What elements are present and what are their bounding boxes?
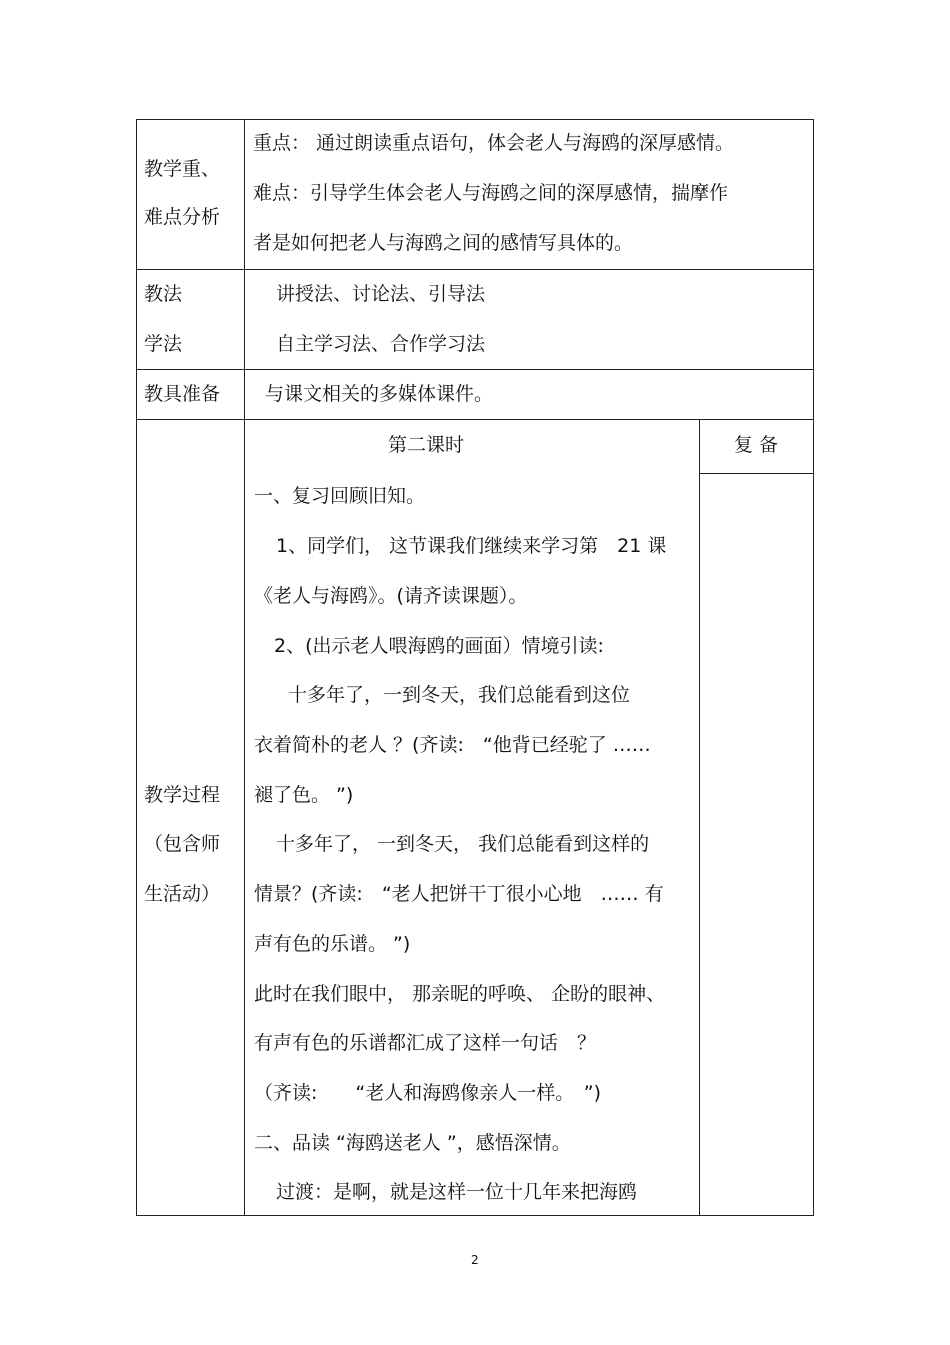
process-line: 2、(出示老人喂海鸥的画面）情境引读: [274, 635, 604, 657]
tools-value: 与课文相关的多媒体课件。 [265, 383, 494, 405]
process-line: 十多年了，一到冬天，我们总能看到这位 [288, 684, 631, 706]
tools-label: 教具准备 [144, 383, 221, 405]
notes-header: 复 备 [734, 434, 779, 456]
page-number: 2 [471, 1253, 479, 1267]
process-line: 此时在我们眼中， 那亲昵的呼唤、 企盼的眼神、 [254, 983, 666, 1005]
process-line: 《老人与海鸥》。(请齐读课题）。 [254, 585, 528, 607]
key-points-label-line2: 难点分析 [144, 206, 221, 228]
key-points-label-line1: 教学重、 [144, 158, 221, 180]
row-divider-2 [136, 369, 814, 370]
process-label-line1: 教学过程 [144, 784, 221, 806]
process-line: 二、品读 “海鸥送老人 ”，感悟深情。 [254, 1132, 571, 1154]
teaching-methods: 讲授法、讨论法、引导法 [276, 283, 486, 305]
label-column-divider [244, 119, 245, 1216]
process-line: （齐读: “老人和海鸥像亲人一样。 ”) [254, 1082, 602, 1104]
process-line: 一、复习回顾旧知。 [254, 485, 426, 507]
process-line: 声有色的乐谱。 ”) [254, 933, 411, 955]
notes-header-divider [699, 473, 814, 474]
process-line: 1、同学们， 这节课我们继续来学习第 21 课 [276, 535, 667, 557]
difficulty-text-line1: 难点：引导学生体会老人与海鸥之间的深厚感情，揣摩作 [253, 182, 729, 204]
difficulty-text-line2: 者是如何把老人与海鸥之间的感情写具体的。 [253, 232, 634, 254]
process-line: 褪了色。 ”) [254, 784, 354, 806]
methods-label-line2: 学法 [144, 333, 183, 355]
process-line: 有声有色的乐谱都汇成了这样一句话 ？ [254, 1032, 597, 1054]
process-label-line3: 生活动） [144, 883, 221, 905]
notes-column-divider [699, 419, 700, 1216]
lesson-title: 第二课时 [388, 434, 465, 456]
process-line: 十多年了， 一到冬天， 我们总能看到这样的 [276, 833, 650, 855]
process-label-line2: （包含师 [144, 833, 221, 855]
row-divider-3 [136, 419, 814, 420]
process-line: 情景？(齐读: “老人把饼干丁很小心地 …… 有 [254, 883, 664, 905]
row-divider-1 [136, 269, 814, 270]
methods-label-line1: 教法 [144, 283, 183, 305]
learning-methods: 自主学习法、合作学习法 [276, 333, 486, 355]
key-point-text: 重点： 通过朗读重点语句，体会老人与海鸥的深厚感情。 [253, 132, 735, 154]
process-line: 衣着简朴的老人 ？(齐读: “他背已经驼了 …… [254, 734, 651, 756]
process-line: 过渡：是啊，就是这样一位十几年来把海鸥 [276, 1181, 638, 1203]
